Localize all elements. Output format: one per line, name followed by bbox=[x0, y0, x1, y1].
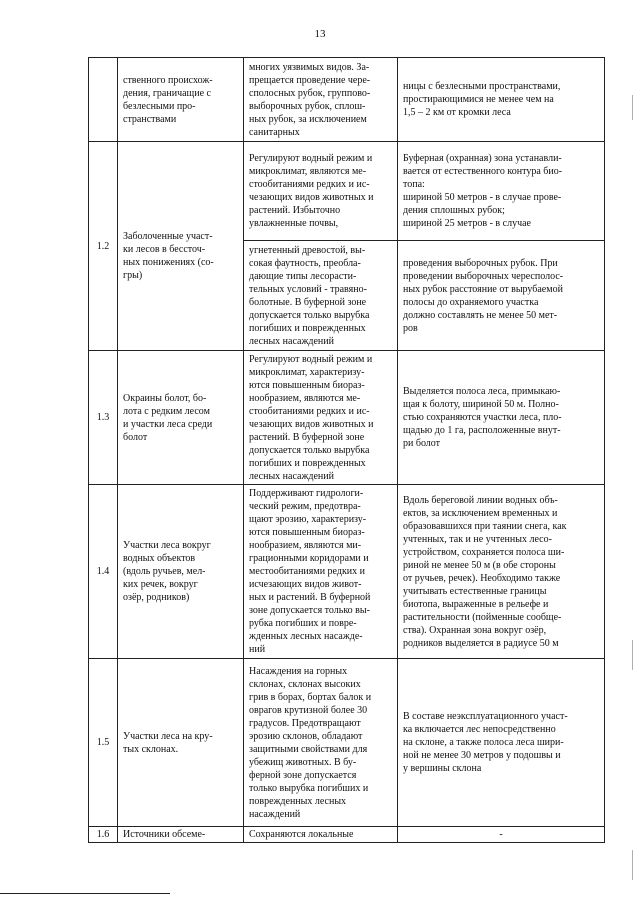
buffer-zone-cell bbox=[398, 827, 605, 843]
table-row bbox=[89, 659, 605, 827]
buffer-zone-text: Вдоль береговой линии водных объ- ектов, за исключением временных и образовавшихся при таянии снега, как учтенных, так и не учтенных лесо- устройством, сохраняется полоса ши- риной не менее 50 м (в обе стороны от ручьев, речек). Необходимо также учитывать естественные границы биотопа, выраженные в рельефе и растительности (пойменные сообще- ства). Охранная зона вокруг озёр, родников выделяется в радиусе 50 м bbox=[403, 494, 567, 649]
area-category-cell bbox=[118, 58, 244, 142]
protected-areas-table bbox=[88, 57, 605, 843]
function-cell bbox=[244, 58, 398, 142]
row-number: 1.4 bbox=[89, 485, 118, 659]
scan-margin-mark bbox=[632, 850, 633, 880]
area-category-cell bbox=[118, 485, 244, 659]
function-cell bbox=[244, 142, 398, 241]
row-number: 1.6 bbox=[89, 827, 118, 843]
row-number: 1.2 bbox=[89, 142, 118, 351]
page-number: 13 bbox=[314, 28, 326, 40]
table-row bbox=[89, 142, 605, 241]
row-number: 1.5 bbox=[89, 659, 118, 827]
scan-margin-mark bbox=[632, 95, 633, 120]
function-text: Насаждения на горных склонах, склонах высоких грив в борах, бортах балок и оврагов крутизной более 30 градусов. Предотвращают эрозию склонов, обладают защитными свойствами для убежищ животных. В бу- ферной зоне допускается только вырубка погибших и поврежденных лесных насаждений bbox=[249, 665, 372, 820]
function-text: многих уязвимых видов. За- прещается проведение чере- сполосных рубок, группово- выборочных рубок, сплош- ных рубок, за исключением санитарных bbox=[249, 61, 371, 138]
buffer-zone-text: Выделяется полоса леса, примыкаю- щая к болоту, шириной 50 м. Полно- стью сохраняются участки леса, пло- щадью до 1 га, расположенные внут- ри болот bbox=[403, 386, 562, 449]
function-text: Регулируют водный режим и микроклимат, являются ме- стообитаниями редких и ис- чезающих видов животных и растений. Избыточно увлажненные почвы, bbox=[249, 153, 374, 229]
function-cell bbox=[244, 827, 398, 843]
function-text: угнетенный древостой, вы- сокая фаутность, преобла- дающие типы лесорасти- тельных условий - травяно- болотные. В буферной зоне допускается только вырубка погибших и поврежденных лесных насаждений bbox=[249, 244, 370, 347]
area-category-cell bbox=[118, 351, 244, 485]
function-text: Регулируют водный режим и микроклимат, характеризу- ются повышенным биораз- нообразием, являются ме- стообитаниями редких и ис- чезающих видов животных и растений. В буферной зоне допускается только вырубка погибших и поврежденных лесных насаждений bbox=[249, 353, 374, 482]
footer-rule bbox=[0, 893, 170, 894]
area-category-text: ственного происхож- дения, граничащие с безлесными про- странствами bbox=[123, 74, 213, 125]
function-cell bbox=[244, 485, 398, 659]
table-row bbox=[89, 827, 605, 843]
buffer-zone-text: проведения выборочных рубок. При проведении выборочных чересполос- ных рубок расстояние от вырубаемой полосы до охраняемого участка должно составлять не менее 50 мет- ров bbox=[403, 257, 564, 334]
buffer-zone-cell bbox=[398, 351, 605, 485]
area-category-text: Участки леса на кру- тых склонах. bbox=[123, 730, 213, 755]
buffer-zone-text: - bbox=[499, 829, 503, 840]
buffer-zone-cell bbox=[398, 241, 605, 351]
function-cell bbox=[244, 241, 398, 351]
table-row bbox=[89, 485, 605, 659]
area-category-text: Источники обсеме- bbox=[123, 829, 206, 840]
area-category-cell bbox=[118, 827, 244, 843]
buffer-zone-text: Буферная (охранная) зона устанавли- вается от естественного контура био- топа: шириной 50 метров - в случае прове- дения сплошных рубок; шириной 25 метров - в случае bbox=[403, 153, 563, 229]
area-category-cell bbox=[118, 142, 244, 351]
row-number bbox=[89, 58, 118, 142]
table-row bbox=[89, 58, 605, 142]
area-category-text: Заболоченные участ- ки лесов в бессточ- ных понижениях (со- гры) bbox=[123, 230, 214, 281]
area-category-cell bbox=[118, 659, 244, 827]
function-cell bbox=[244, 351, 398, 485]
row-number: 1.3 bbox=[89, 351, 118, 485]
buffer-zone-text: ницы с безлесными пространствами, простирающимися не менее чем на 1,5 – 2 км от кромки леса bbox=[403, 81, 561, 118]
function-cell bbox=[244, 659, 398, 827]
area-category-text: Участки леса вокруг водных объектов (вдоль ручьев, мел- ких речек, вокруг озёр, родников) bbox=[123, 540, 211, 603]
buffer-zone-text: В составе неэксплуатационного участ- ка включается лес непосредственно на склоне, а также полоса леса шири- ной не менее 30 метров у подошвы и у вершины склона bbox=[403, 711, 568, 774]
area-category-text: Окраины болот, бо- лота с редким лесом и участки леса среди болот bbox=[123, 392, 213, 443]
buffer-zone-cell bbox=[398, 659, 605, 827]
function-text: Поддерживают гидрологи- ческий режим, предотвра- щают эрозию, характеризу- ются повышенным биораз- нообразием, являются ми- грационными коридорами и местообитаниями редких и исчезающих видов живот- ных и растений. В буферной зоне допускается только вы- рубка погибших и повре- жденных лесных насажде- ний bbox=[249, 488, 371, 655]
buffer-zone-cell bbox=[398, 485, 605, 659]
buffer-zone-cell bbox=[398, 58, 605, 142]
table-row bbox=[89, 351, 605, 485]
function-text: Сохраняются локальные bbox=[249, 829, 354, 840]
buffer-zone-cell bbox=[398, 142, 605, 241]
scan-margin-mark bbox=[632, 640, 633, 670]
